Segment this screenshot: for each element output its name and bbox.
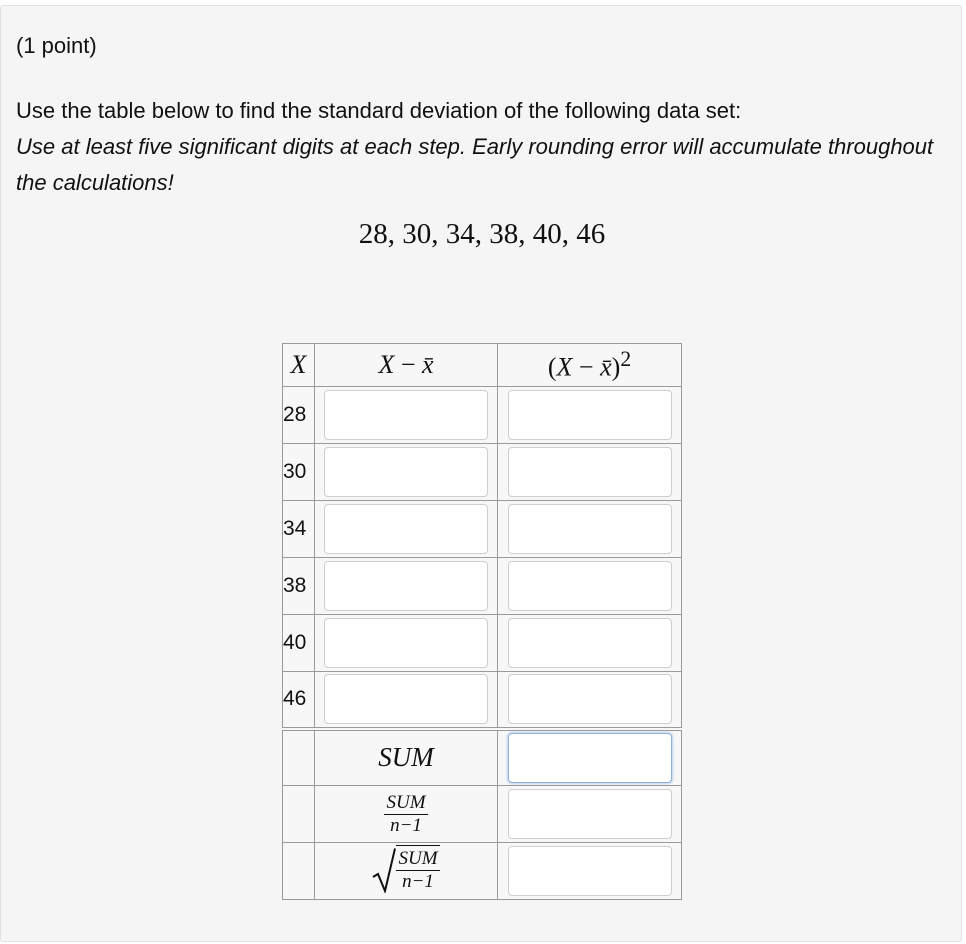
- squared-deviation-input[interactable]: [508, 390, 672, 440]
- x-value: 40: [283, 615, 315, 672]
- squared-deviation-input[interactable]: [508, 447, 672, 497]
- table-row: [283, 672, 682, 729]
- deviation-input[interactable]: [324, 390, 488, 440]
- variance-denominator: n−1: [390, 814, 422, 836]
- variance-numerator: SUM: [386, 791, 426, 813]
- header-squared-minus: −: [572, 352, 601, 382]
- sd-denominator: n−1: [402, 870, 434, 892]
- squared-deviation-input[interactable]: [508, 561, 672, 611]
- table-row: [283, 444, 682, 501]
- instruction-text: Use the table below to find the standard deviation of the following data set:: [16, 98, 742, 123]
- header-deviation: [315, 344, 498, 387]
- header-x: X: [283, 344, 315, 387]
- sum-label: SUM: [378, 742, 434, 773]
- x-value: 38: [283, 558, 315, 615]
- standard-deviation-input[interactable]: [508, 846, 672, 896]
- data-set: 28, 30, 34, 38, 40, 46: [358, 218, 606, 250]
- header-squared-close-paren: ): [611, 352, 621, 382]
- deviation-input[interactable]: [324, 674, 488, 724]
- squared-deviation-input[interactable]: [508, 674, 672, 724]
- squared-deviation-input[interactable]: [508, 618, 672, 668]
- x-value: 34: [283, 501, 315, 558]
- points-label: (1 point): [16, 33, 97, 58]
- rounding-note: Use at least five significant digits at each step. Early rounding error will accumulate throughout the calculations!: [16, 134, 934, 195]
- table-row: [283, 387, 682, 444]
- table-row: [283, 615, 682, 672]
- deviation-input[interactable]: [324, 561, 488, 611]
- deviation-input[interactable]: [324, 618, 488, 668]
- deviation-input[interactable]: [324, 447, 488, 497]
- header-squared-xbar: x̄: [600, 352, 612, 382]
- header-squared-open-paren: (: [547, 352, 557, 382]
- standard-deviation-row: [283, 843, 682, 900]
- problem-panel: [0, 5, 962, 942]
- squared-deviation-input[interactable]: [508, 504, 672, 554]
- deviation-input[interactable]: [324, 504, 488, 554]
- variance-row: [283, 786, 682, 843]
- sum-row: [283, 729, 682, 786]
- variance-fraction: [384, 792, 427, 837]
- calculation-table: [282, 343, 682, 900]
- sum-input[interactable]: [508, 733, 672, 783]
- header-deviation-x: X: [378, 350, 395, 379]
- x-value: 30: [283, 444, 315, 501]
- instructions: [16, 93, 956, 201]
- sd-numerator: SUM: [398, 847, 438, 869]
- table-row: [283, 558, 682, 615]
- x-value: 46: [283, 672, 315, 729]
- header-squared-deviation: [498, 344, 682, 387]
- header-squared-x: X: [556, 352, 573, 382]
- header-row: [283, 344, 682, 387]
- header-deviation-minus: −: [394, 350, 422, 379]
- header-squared-exponent: 2: [620, 347, 632, 372]
- square-root-expression: [372, 845, 439, 893]
- sd-fraction: [396, 848, 439, 893]
- x-value: 28: [283, 387, 315, 444]
- variance-input[interactable]: [508, 789, 672, 839]
- table-row: [283, 501, 682, 558]
- radical-sign-icon: [372, 847, 396, 893]
- header-deviation-xbar: x̄: [422, 350, 434, 379]
